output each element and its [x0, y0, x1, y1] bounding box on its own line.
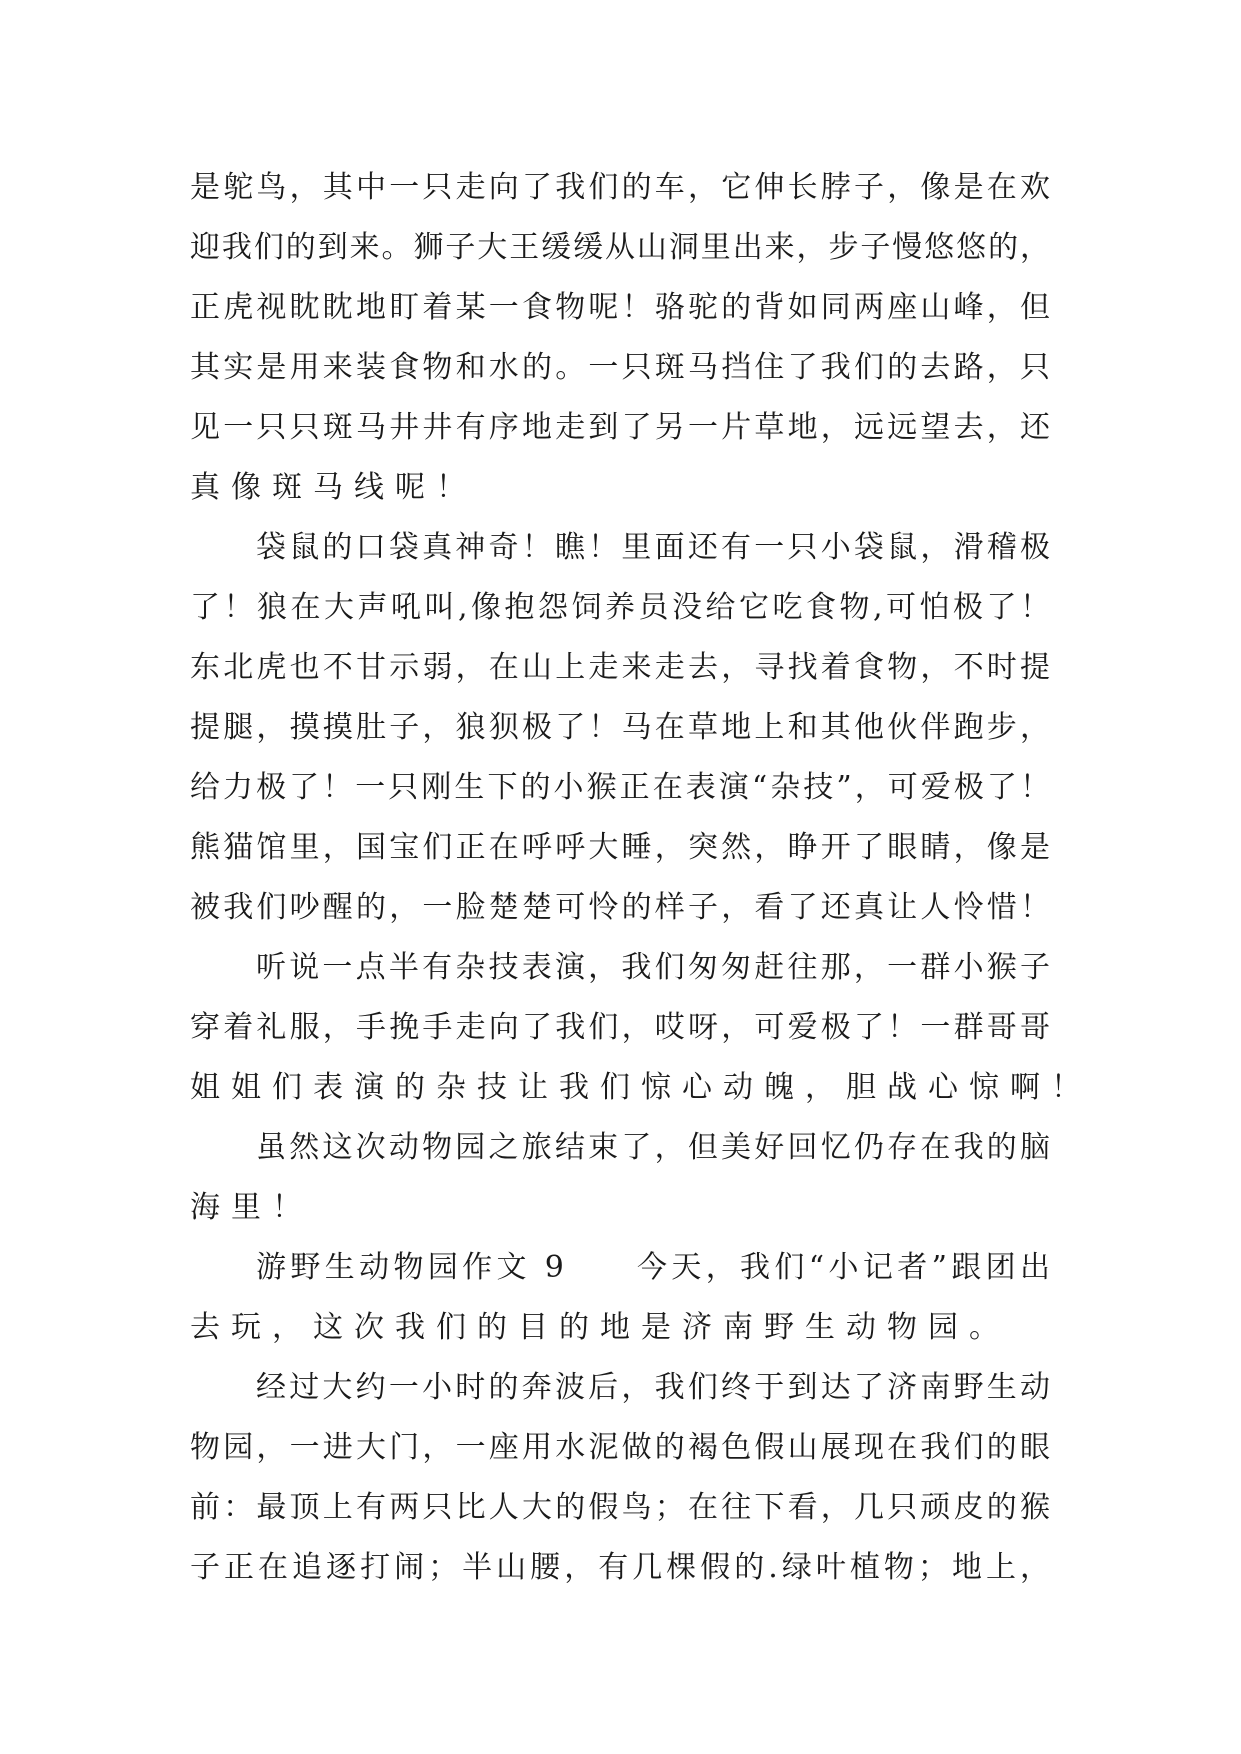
text-line [190, 938, 1050, 998]
essay-text [190, 158, 1092, 1598]
text-line [190, 218, 1050, 278]
line-text: 了！狼在大声吼叫,像抱怨饲养员没给它吃食物,可怕极了！ [190, 590, 1050, 625]
text-line [190, 638, 1050, 698]
line-text: 听说一点半有杂技表演，我们匆匆赶往那，一群小猴子 [256, 950, 1050, 985]
line-text: 被我们吵醒的，一脸楚楚可怜的样子，看了还真让人怜惜！ [190, 890, 1050, 925]
text-line [190, 1538, 1050, 1598]
line-text: 游野生动物园作文 9 今天，我们“小记者”跟团出 [256, 1250, 1050, 1285]
line-text: 物园，一进大门，一座用水泥做的褐色假山展现在我们的眼 [190, 1430, 1050, 1465]
line-text: 海里！ [190, 1190, 313, 1225]
line-text: 提腿，摸摸肚子，狼狈极了！马在草地上和其他伙伴跑步， [190, 710, 1050, 745]
line-text: 东北虎也不甘示弱，在山上走来走去，寻找着食物，不时提 [190, 650, 1050, 685]
text-line [190, 1058, 1092, 1118]
text-line [190, 758, 1050, 818]
line-text: 是鸵鸟，其中一只走向了我们的车，它伸长脖子，像是在欢 [190, 170, 1050, 205]
text-line [190, 698, 1050, 758]
text-line [190, 1358, 1050, 1418]
text-line [190, 1238, 1050, 1298]
line-text: 真像斑马线呢！ [190, 470, 477, 505]
text-line [190, 1178, 1050, 1238]
text-line [190, 1118, 1050, 1178]
line-text: 袋鼠的口袋真神奇！瞧！里面还有一只小袋鼠，滑稽极 [256, 530, 1050, 565]
line-text: 给力极了！一只刚生下的小猴正在表演“杂技”，可爱极了！ [190, 770, 1050, 805]
line-text: 其实是用来装食物和水的。一只斑马挡住了我们的去路，只 [190, 350, 1050, 385]
line-text: 经过大约一小时的奔波后，我们终于到达了济南野生动 [256, 1370, 1050, 1405]
text-line [190, 1418, 1050, 1478]
text-line [190, 398, 1050, 458]
line-text: 熊猫馆里，国宝们正在呼呼大睡，突然，睁开了眼睛，像是 [190, 830, 1050, 865]
line-text: 子正在追逐打闹；半山腰，有几棵假的.绿叶植物；地上， [190, 1550, 1050, 1585]
text-line [190, 1298, 1050, 1358]
text-line [190, 578, 1050, 638]
text-line [190, 158, 1050, 218]
text-line [190, 878, 1050, 938]
text-line [190, 998, 1050, 1058]
line-text: 去玩，这次我们的目的地是济南野生动物园。 [190, 1310, 1010, 1345]
line-text: 虽然这次动物园之旅结束了，但美好回忆仍存在我的脑 [256, 1130, 1050, 1165]
text-line [190, 1478, 1050, 1538]
line-text: 穿着礼服，手挽手走向了我们，哎呀，可爱极了！一群哥哥 [190, 1010, 1050, 1045]
text-line [190, 278, 1050, 338]
line-text: 见一只只斑马井井有序地走到了另一片草地，远远望去，还 [190, 410, 1050, 445]
text-line [190, 818, 1050, 878]
line-text: 迎我们的到来。狮子大王缓缓从山洞里出来，步子慢悠悠的， [190, 230, 1050, 265]
text-line [190, 458, 1050, 518]
line-text: 前：最顶上有两只比人大的假鸟；在往下看，几只顽皮的猴 [190, 1490, 1050, 1525]
text-line [190, 518, 1050, 578]
text-line [190, 338, 1050, 398]
line-text: 正虎视眈眈地盯着某一食物呢！骆驼的背如同两座山峰，但 [190, 290, 1050, 325]
line-text: 姐姐们表演的杂技让我们惊心动魄，胆战心惊啊！ [190, 1070, 1092, 1105]
